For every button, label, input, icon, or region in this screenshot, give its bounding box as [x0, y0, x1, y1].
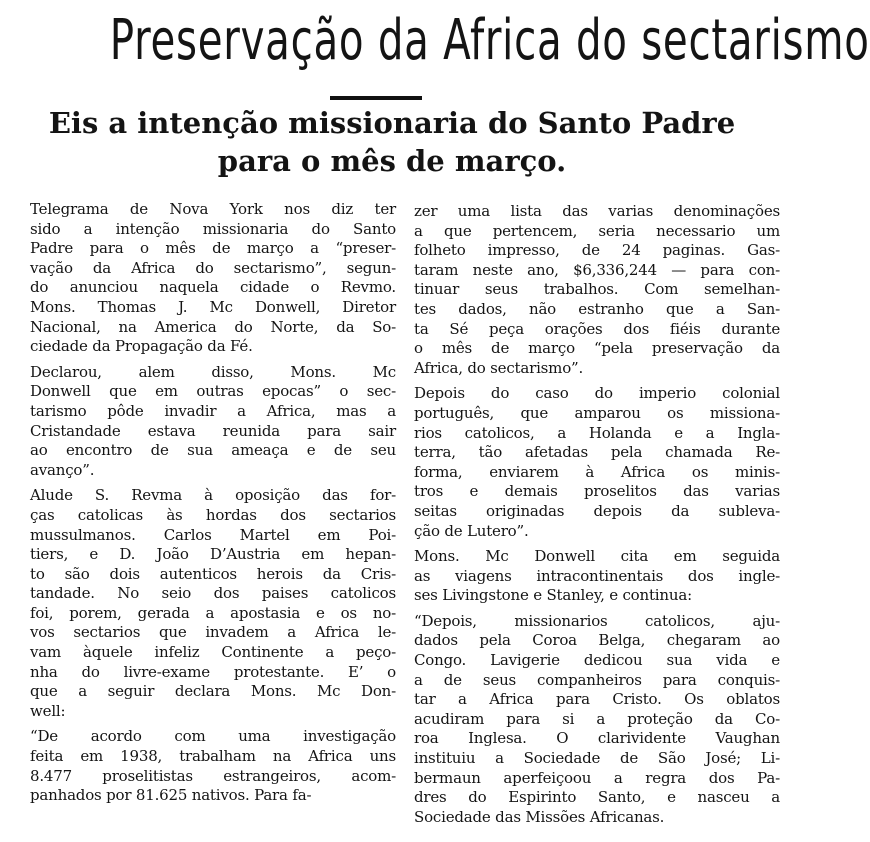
text-line: sido a intenção missionaria do Santo [30, 219, 396, 238]
text-line: ciedade da Propagação da Fé. [30, 337, 253, 356]
text-line: a de seus companheiros para conquis- [414, 670, 780, 689]
text-line: que a seguir declara Mons. Mc Don- [30, 682, 396, 701]
text-line: 8.477 proselitistas estrangeiros, acom- [30, 766, 396, 785]
text-line: as viagens intracontinentais dos ingle- [414, 566, 780, 585]
text-line: dados pela Coroa Belga, chegaram ao [414, 631, 780, 650]
text-line: seitas originadas depois da subleva- [414, 501, 780, 520]
text-line: tes dados, não estranho que a San- [414, 299, 780, 318]
text-line: ao encontro de sua ameaça e de seu [30, 441, 396, 460]
text-line: tarismo pôde invadir a Africa, mas a [30, 401, 396, 420]
text-line: taram neste ano, $6,336,244 — para con- [414, 260, 780, 279]
text-line: nha do livre-exame protestante. E’ o [30, 662, 396, 681]
text-line: well: [30, 701, 66, 720]
text-line: Mons. Thomas J. Mc Donwell, Diretor [30, 297, 396, 316]
text-line: rios catolicos, a Holanda e a Ingla- [414, 423, 780, 442]
article-paragraph [30, 727, 396, 805]
text-line: ção de Lutero”. [414, 521, 529, 540]
text-line: forma, enviarem à Africa os minis- [414, 462, 780, 481]
text-line: acudiram para si a proteção da Co- [414, 709, 780, 728]
text-line: to são dois autenticos herois da Cris- [30, 564, 396, 583]
text-line: panhados por 81.625 nativos. Para fa- [30, 786, 312, 805]
text-line: dres do Espirinto Santo, e nasceu a [414, 788, 780, 807]
text-line: vos sectarios que invadem a Africa le- [30, 623, 396, 642]
text-line: instituiu a Sociedade de São José; Li- [414, 749, 780, 768]
left-column [30, 200, 396, 806]
right-column [414, 202, 780, 827]
article-paragraph [414, 384, 780, 541]
text-line: Sociedade das Missões Africanas. [414, 807, 665, 826]
text-line: “De acordo com uma investigação [30, 727, 396, 746]
text-line: Padre para o mês de março a “preser- [30, 239, 396, 258]
subheadline-line: para o mês de março. [217, 144, 567, 178]
text-line: tinuar seus trabalhos. Com semelhan- [414, 280, 780, 299]
text-line: folheto impresso, de 24 paginas. Gas- [414, 241, 780, 260]
text-line: bermaun aperfeiçoou a regra dos Pa- [414, 768, 780, 787]
text-line: ças catolicas às hordas dos sectarios [30, 505, 396, 524]
text-line: feita em 1938, trabalham na Africa uns [30, 747, 396, 766]
text-line: do anunciou naquela cidade o Revmo. [30, 278, 396, 297]
article-paragraph [30, 363, 396, 481]
text-line: Nacional, na America do Norte, da So- [30, 317, 396, 336]
text-line: tar a Africa para Cristo. Os oblatos [414, 690, 780, 709]
text-line: mussulmanos. Carlos Martel em Poi- [30, 525, 396, 544]
article-paragraph [414, 547, 780, 606]
text-line: tros e demais proselitos das varias [414, 482, 780, 501]
text-line: Donwell que em outras epocas” o sec- [30, 382, 396, 401]
headline-divider [330, 96, 422, 100]
headline: Preservação da Africa do sectarismo [109, 8, 870, 73]
text-line: Alude S. Revma à oposição das for- [30, 486, 396, 505]
text-line: a que pertencem, seria necessario um [414, 221, 780, 240]
text-line: ses Livingstone e Stanley, e continua: [414, 586, 692, 605]
text-line: português, que amparou os missiona- [414, 403, 780, 422]
text-line: vação da Africa do sectarismo”, segun- [30, 258, 396, 277]
text-line: avanço”. [30, 460, 95, 479]
article-paragraph [414, 202, 780, 378]
text-line: Mons. Mc Donwell cita em seguida [414, 547, 780, 566]
text-line: o mês de março “pela preservação da [414, 339, 780, 358]
article-paragraph [30, 200, 396, 357]
subheadline [30, 104, 754, 180]
text-line: Depois do caso do imperio colonial [414, 384, 780, 403]
article-paragraph [30, 486, 396, 721]
text-line: terra, tão afetadas pela chamada Re- [414, 443, 780, 462]
text-line: Africa, do sectarismo”. [414, 358, 584, 377]
text-line: ta Sé peça orações dos fiéis durante [414, 319, 780, 338]
text-line: tandade. No seio dos paises catolicos [30, 584, 396, 603]
text-line: vam àquele infeliz Continente a peço- [30, 643, 396, 662]
text-line: tiers, e D. João D’Austria em hepan- [30, 545, 396, 564]
text-line: Declarou, alem disso, Mons. Mc [30, 362, 396, 381]
text-line: roa Inglesa. O clarividente Vaughan [414, 729, 780, 748]
text-line: Telegrama de Nova York nos diz ter [30, 200, 396, 218]
text-line: Congo. Lavigerie dedicou sua vida e [414, 651, 780, 670]
text-line: zer uma lista das varias denominações [414, 202, 780, 220]
article-paragraph [414, 612, 780, 828]
text-line: “Depois, missionarios catolicos, aju- [414, 611, 780, 630]
subheadline-line: Eis a intenção missionaria do Santo Padre [48, 106, 736, 140]
text-line: Cristandade estava reunida para sair [30, 421, 396, 440]
text-line: foi, porem, gerada a apostasia e os no- [30, 603, 396, 622]
